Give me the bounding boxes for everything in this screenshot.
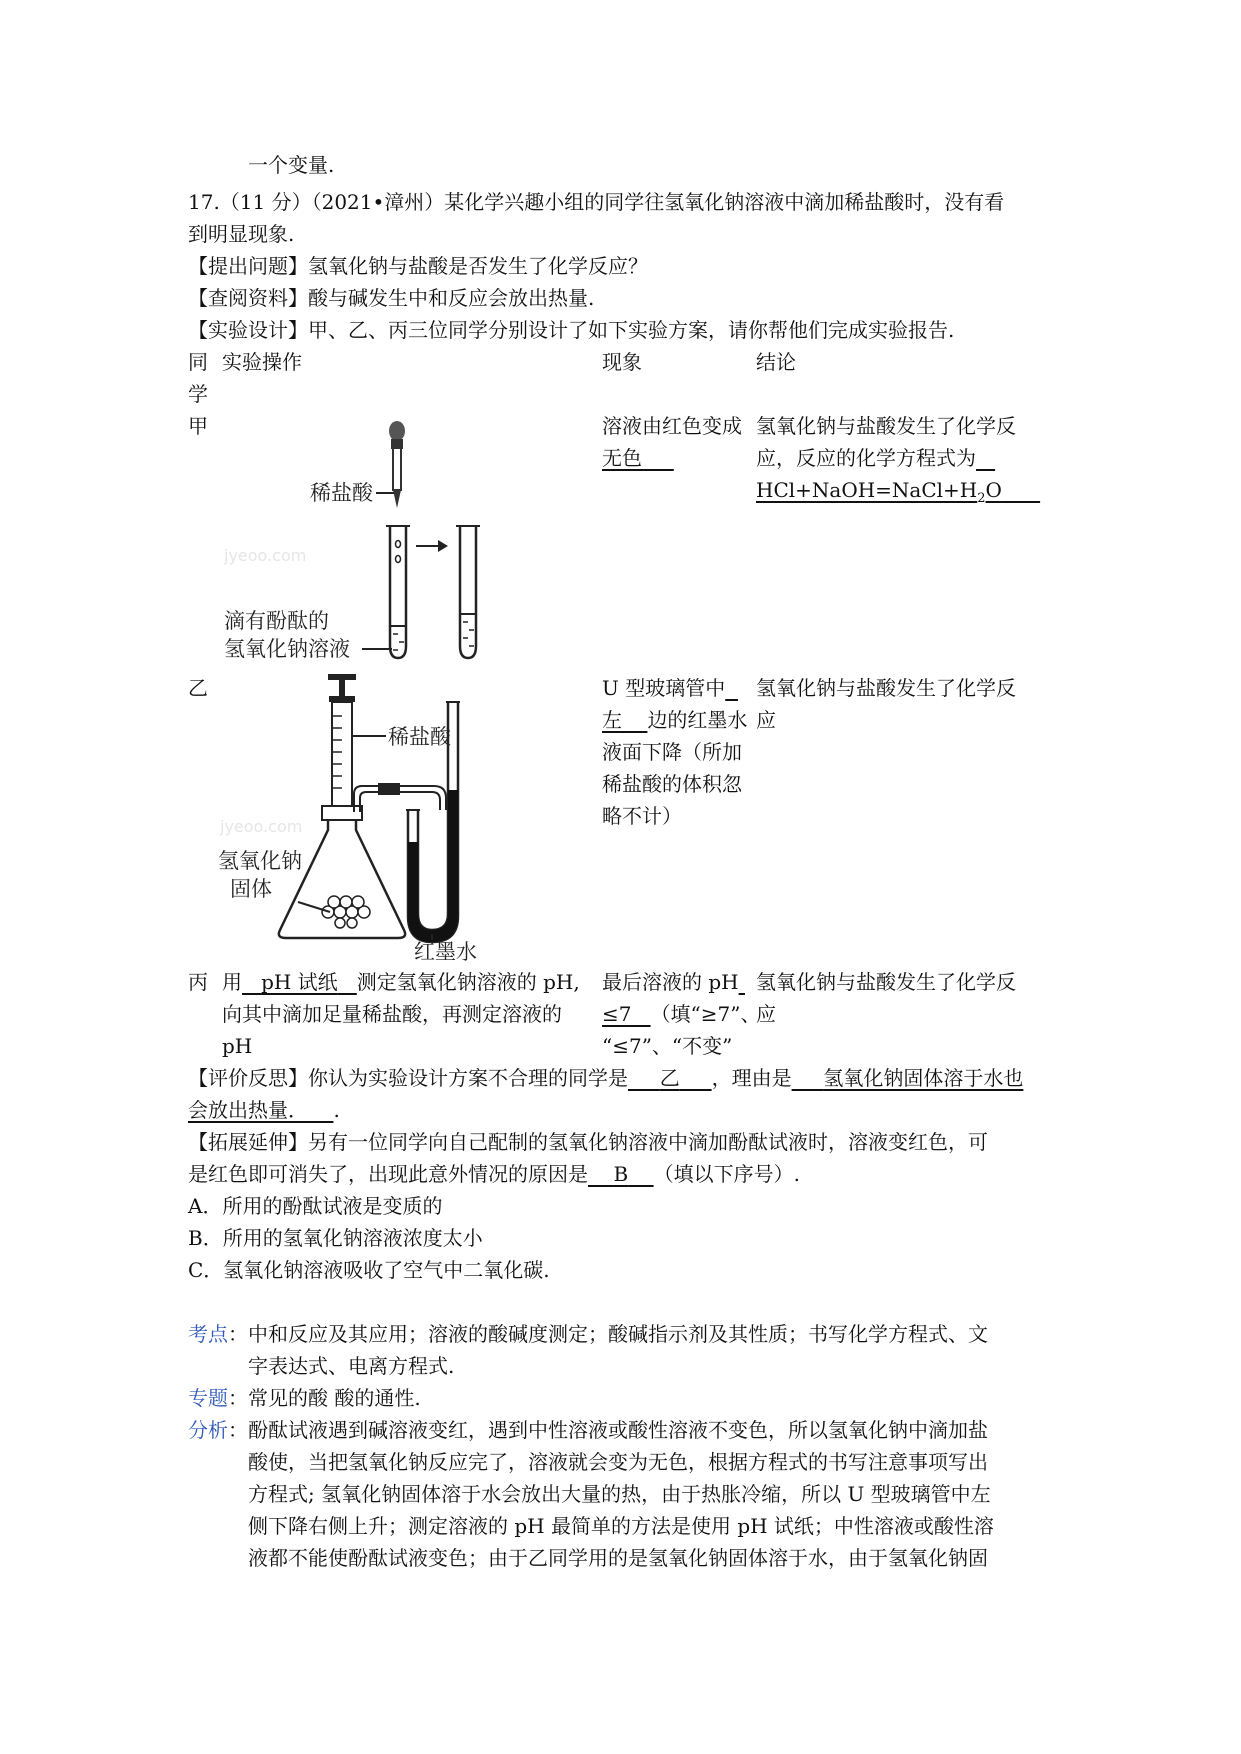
evaluation-line2: 会放出热量． . xyxy=(188,1098,340,1122)
zhuanti-label: 专题 xyxy=(188,1386,228,1410)
row-yi-conclusion-2: 应 xyxy=(756,708,776,732)
connecting-tube-icon xyxy=(354,783,446,812)
row-bing-phenomenon-2: ≤7 （填“≥7”、 xyxy=(602,1002,761,1026)
row-bing-name: 丙 xyxy=(188,970,208,994)
fenxi-line3: 方程式; 氢氧化钠固体溶于水会放出大量的热，由于热胀冷缩，所以 U 型玻璃管中左 xyxy=(248,1482,991,1506)
row-bing-phenomenon-1: 最后溶液的 pH xyxy=(602,970,739,994)
row-yi-conclusion-1: 氢氧化钠与盐酸发生了化学反 xyxy=(756,676,1016,700)
row-yi-phenomenon-2: 左 边的红墨水 xyxy=(602,708,748,732)
raise-question: 【提出问题】氢氧化钠与盐酸是否发生了化学反应？ xyxy=(188,254,648,278)
test-tube-icon xyxy=(456,526,480,658)
fenxi-line5: 液都不能使酚酞试液变色；由于乙同学用的是氢氧化钠固体溶于水，由于氢氧化钠固 xyxy=(248,1546,988,1570)
fenxi-line2: 酸使，当把氢氧化钠反应完了，溶液就会变为无色，根据方程式的书写注意事项写出 xyxy=(248,1450,988,1474)
question-header-line1: 17.（11 分）（2021•漳州）某化学兴趣小组的同学往氢氧化钠溶液中滴加稀盐酸时，没有看 xyxy=(188,190,1005,214)
fig-yi-label-acid: 稀盐酸 xyxy=(388,725,451,749)
test-tube-icon xyxy=(386,526,410,658)
flask-u-tube-figure xyxy=(218,672,548,962)
row-bing-operation-2: 向其中滴加足量稀盐酸，再测定溶液的 xyxy=(222,1002,562,1026)
row-yi-phenomenon-3: 液面下降（所加 xyxy=(602,740,742,764)
watermark-logo: jyeoo.com xyxy=(220,817,303,836)
watermark-logo: jyeoo.com xyxy=(224,546,307,565)
header-operation: 实验操作 xyxy=(222,350,302,374)
row-jia-name: 甲 xyxy=(188,414,208,438)
option-a: A．所用的酚酞试液是变质的 xyxy=(188,1194,443,1218)
fig-yi-label-solid-2: 固体 xyxy=(230,877,272,901)
zhuanti-line: 专题：常见的酸 酸的通性. xyxy=(188,1386,421,1410)
row-bing-conclusion-1: 氢氧化钠与盐酸发生了化学反 xyxy=(756,970,1016,994)
row-bing-operation-3: pH xyxy=(222,1034,253,1058)
option-b: B．所用的氢氧化钠溶液浓度太小 xyxy=(188,1226,483,1250)
row-jia-phenomenon-1: 溶液由红色变成 xyxy=(602,414,742,438)
syringe-icon xyxy=(328,674,356,808)
row-bing-phenomenon-3: “≤7”、“不变” xyxy=(602,1034,733,1058)
fenxi-line4: 侧下降右侧上升；测定溶液的 pH 最简单的方法是使用 pH 试纸；中性溶液或酸性溶 xyxy=(248,1514,994,1538)
consult-info: 【查阅资料】酸与碱发生中和反应会放出热量. xyxy=(188,286,595,310)
kaodian-label: 考点 xyxy=(188,1322,228,1346)
kaodian-line2: 字表达式、电离方程式. xyxy=(248,1354,455,1378)
intro-tail: 一个变量. xyxy=(248,153,335,177)
experiment-design: 【实验设计】甲、乙、丙三位同学分别设计了如下实验方案，请你帮他们完成实验报告. xyxy=(188,318,955,342)
row-jia-conclusion-2: 应，反应的化学方程式为 xyxy=(756,446,976,470)
fig-yi-label-ink: 红墨水 xyxy=(414,940,477,962)
question-header-line2: 到明显现象. xyxy=(188,222,295,246)
option-c: C．氢氧化钠溶液吸收了空气中二氧化碳. xyxy=(188,1258,550,1282)
evaluation-line1: 【评价反思】你认为实验设计方案不合理的同学是 乙 ，理由是 氢氧化钠固体溶于水也 xyxy=(188,1066,1024,1090)
fenxi-label: 分析 xyxy=(188,1418,228,1442)
fig-jia-label-acid: 稀盐酸 xyxy=(310,481,373,505)
row-bing-conclusion-2: 应 xyxy=(756,1002,776,1026)
fig-jia-label-solution-2: 氢氧化钠溶液 xyxy=(224,637,350,661)
row-yi-phenomenon-4: 稀盐酸的体积忽 xyxy=(602,772,742,796)
test-tube-figure xyxy=(218,418,518,678)
row-yi-name: 乙 xyxy=(188,676,208,700)
header-student-1: 同 xyxy=(188,350,208,374)
kaodian-line1: 考点：中和反应及其应用；溶液的酸碱度测定；酸碱指示剂及其性质；书写化学方程式、文 xyxy=(188,1322,988,1346)
row-jia-conclusion-1: 氢氧化钠与盐酸发生了化学反 xyxy=(756,414,1016,438)
fig-jia-label-solution-1: 滴有酚酞的 xyxy=(224,609,329,633)
fig-yi-label-solid-1: 氢氧化钠 xyxy=(218,849,302,873)
row-jia-equation-answer: $HCl+NaOH=NaCl+H_2O$ xyxy=(756,478,1002,506)
header-student-2: 学 xyxy=(188,382,208,406)
extension-line2: 是红色即可消失了，出现此意外情况的原因是 B （填以下序号）. xyxy=(188,1162,800,1186)
header-phenomenon: 现象 xyxy=(602,350,642,374)
header-conclusion: 结论 xyxy=(756,350,796,374)
extension-line1: 【拓展延伸】另有一位同学向自己配制的氢氧化钠溶液中滴加酚酞试液时，溶液变红色，可 xyxy=(188,1130,988,1154)
fenxi-line1: 分析：酚酞试液遇到碱溶液变红，遇到中性溶液或酸性溶液不变色，所以氢氧化钠中滴加盐 xyxy=(188,1418,988,1442)
row-bing-operation-1: 用 pH 试纸 测定氢氧化钠溶液的 pH, xyxy=(222,970,580,994)
dropper-icon xyxy=(389,421,405,508)
row-yi-phenomenon-5: 略不计） xyxy=(602,804,682,828)
row-jia-phenomenon-answer: 无色 xyxy=(602,446,642,470)
arrow-right-icon xyxy=(416,540,448,552)
row-yi-phenomenon-1: U 型玻璃管中 xyxy=(602,676,726,700)
